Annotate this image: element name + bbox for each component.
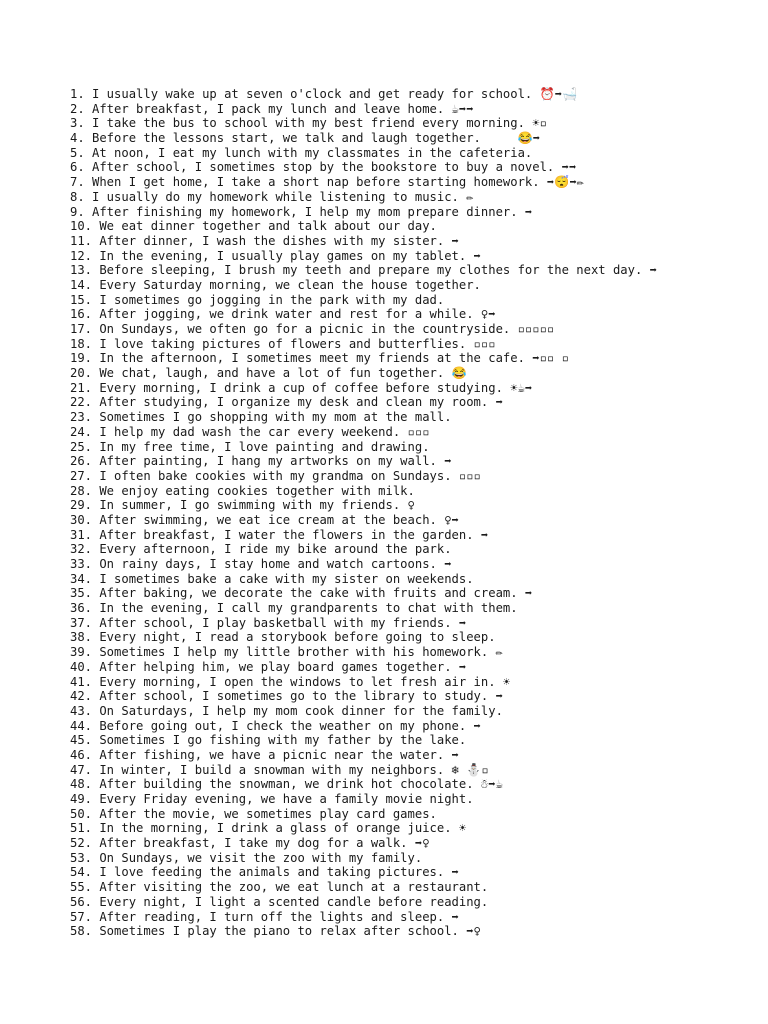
- sentence-line: 16. After jogging, we drink water and rest for a while. ♀➡: [70, 307, 496, 322]
- sentence-line: 25. In my free time, I love painting and drawing.: [70, 439, 430, 454]
- sentence-line: 56. Every night, I light a scented candle before reading.: [70, 894, 489, 909]
- sentence-line: 34. I sometimes bake a cake with my sister on weekends.: [70, 571, 474, 586]
- sentence-line: 32. Every afternoon, I ride my bike around the park.: [70, 542, 452, 557]
- sentence-line: 14. Every Saturday morning, we clean the house together.: [70, 277, 481, 292]
- sentence-line: 7. When I get home, I take a short nap before starting homework. ➡😴➡✏: [70, 175, 585, 190]
- sentence-line: 13. Before sleeping, I brush my teeth and prepare my clothes for the next day. ➡: [70, 263, 657, 278]
- sentence-line: 17. On Sundays, we often go for a picnic in the countryside. ▫▫▫▫▫: [70, 322, 555, 336]
- sentence-line: 57. After reading, I turn off the lights and sleep. ➡: [70, 909, 459, 924]
- sentence-line: 5. At noon, I eat my lunch with my classmates in the cafeteria.: [70, 145, 533, 160]
- sentence-line: 31. After breakfast, I water the flowers in the garden. ➡: [70, 527, 489, 542]
- sentence-line: 27. I often bake cookies with my grandma on Sundays. ▫▫▫: [70, 468, 481, 483]
- sentence-line: 22. After studying, I organize my desk and clean my room. ➡: [70, 395, 503, 410]
- sentence-line: 26. After painting, I hang my artworks on my wall. ➡: [70, 454, 452, 469]
- sentence-line: 10. We eat dinner together and talk about our day.: [70, 219, 437, 234]
- sentence-line: 18. I love taking pictures of flowers and butterflies. ▫▫▫: [70, 336, 496, 351]
- sentence-line: 33. On rainy days, I stay home and watch cartoons. ➡: [70, 557, 452, 571]
- sentence-line: 37. After school, I play basketball with my friends. ➡: [70, 615, 467, 630]
- sentence-line: 30. After swimming, we eat ice cream at the beach. ♀➡: [70, 512, 459, 527]
- sentence-line: 15. I sometimes go jogging in the park with my dad.: [70, 292, 445, 307]
- sentence-line: 39. Sometimes I help my little brother with his homework. ✏: [70, 645, 503, 660]
- sentence-line: 46. After fishing, we have a picnic near the water. ➡: [70, 747, 459, 762]
- sentence-line: 41. Every morning, I open the windows to let fresh air in. ☀: [70, 674, 511, 689]
- sentence-line: 44. Before going out, I check the weather on my phone. ➡: [70, 718, 481, 733]
- sentence-line: 51. In the morning, I drink a glass of orange juice. ☀: [70, 821, 467, 836]
- sentence-line: 1. I usually wake up at seven o'clock and get ready for school. ⏰➡🛁: [70, 87, 578, 101]
- sentence-list: [70, 87, 750, 939]
- sentence-line: 4. Before the lessons start, we talk and laugh together. 😂➡: [70, 131, 541, 146]
- sentence-line: 24. I help my dad wash the car every weekend. ▫▫▫: [70, 424, 430, 439]
- sentence-line: 50. After the movie, we sometimes play card games.: [70, 806, 437, 821]
- sentence-line: 43. On Saturdays, I help my mom cook dinner for the family.: [70, 703, 503, 718]
- sentence-line: 45. Sometimes I go fishing with my father by the lake.: [70, 733, 467, 748]
- sentence-line: 23. Sometimes I go shopping with my mom at the mall.: [70, 410, 452, 425]
- sentence-line: 8. I usually do my homework while listening to music. ✏: [70, 189, 474, 204]
- sentence-line: 42. After school, I sometimes go to the library to study. ➡: [70, 689, 503, 704]
- sentence-line: 49. Every Friday evening, we have a family movie night.: [70, 792, 474, 806]
- sentence-line: 21. Every morning, I drink a cup of coffee before studying. ☀☕➡: [70, 380, 533, 395]
- sentence-line: 47. In winter, I build a snowman with my neighbors. ❄ ⛄▫: [70, 762, 489, 777]
- sentence-line: 40. After helping him, we play board games together. ➡: [70, 659, 467, 674]
- sentence-line: 48. After building the snowman, we drink hot chocolate. ☃➡☕: [70, 777, 503, 792]
- sentence-line: 20. We chat, laugh, and have a lot of fun together. 😂: [70, 366, 467, 381]
- sentence-line: 28. We enjoy eating cookies together with milk.: [70, 483, 415, 498]
- sentence-line: 36. In the evening, I call my grandparents to chat with them.: [70, 601, 518, 616]
- sentence-line: 12. In the evening, I usually play games on my tablet. ➡: [70, 248, 481, 263]
- sentence-line: 9. After finishing my homework, I help my mom prepare dinner. ➡: [70, 204, 533, 219]
- sentence-line: 53. On Sundays, we visit the zoo with my family.: [70, 850, 423, 865]
- sentence-line: 55. After visiting the zoo, we eat lunch at a restaurant.: [70, 880, 489, 895]
- sentence-line: 11. After dinner, I wash the dishes with my sister. ➡: [70, 233, 459, 248]
- sentence-line: 52. After breakfast, I take my dog for a walk. ➡♀: [70, 836, 430, 851]
- sentence-line: 6. After school, I sometimes stop by the bookstore to buy a novel. ➡➡: [70, 160, 577, 175]
- sentence-line: 29. In summer, I go swimming with my friends. ♀: [70, 498, 415, 513]
- sentence-line: 19. In the afternoon, I sometimes meet my friends at the cafe. ➡▫▫ ▫: [70, 351, 569, 366]
- sentence-line: 2. After breakfast, I pack my lunch and leave home. ☕➡➡: [70, 101, 474, 116]
- sentence-line: 58. Sometimes I play the piano to relax after school. ➡♀: [70, 924, 481, 939]
- sentence-line: 35. After baking, we decorate the cake with fruits and cream. ➡: [70, 586, 533, 601]
- sentence-line: 3. I take the bus to school with my best friend every morning. ☀▫: [70, 116, 547, 131]
- sentence-line: 38. Every night, I read a storybook before going to sleep.: [70, 630, 496, 645]
- sentence-line: 54. I love feeding the animals and taking pictures. ➡: [70, 865, 459, 880]
